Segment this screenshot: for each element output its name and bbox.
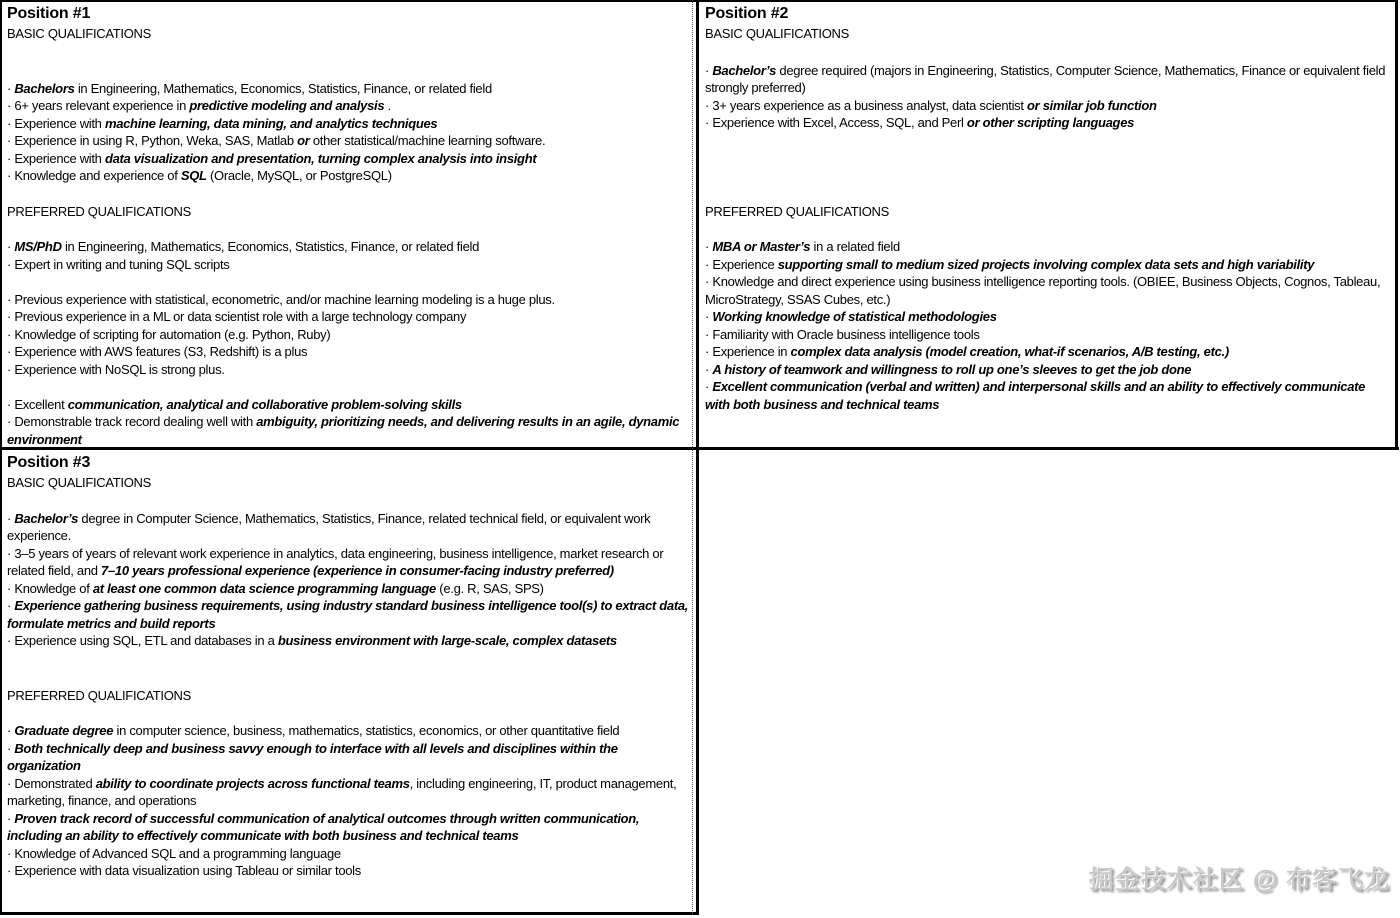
bullet-marker: · bbox=[7, 326, 15, 342]
position-1-basic-label: BASIC QUALIFICATIONS bbox=[7, 26, 152, 41]
bullet-marker: · bbox=[705, 274, 713, 289]
bullet-item bbox=[7, 97, 693, 115]
emphasis-text: business environment with large-scale, complex datasets bbox=[277, 633, 617, 648]
plain-text: Experience with NoSQL is strong plus. bbox=[14, 361, 225, 377]
bullet-marker: · bbox=[7, 723, 15, 738]
bullet-item bbox=[7, 343, 693, 361]
bullet-item bbox=[7, 396, 693, 414]
bullet-item bbox=[705, 256, 1393, 274]
plain-text: in Engineering, Mathematics, Economics, Statistics, Finance, or related field bbox=[61, 239, 480, 254]
spacer bbox=[7, 650, 693, 687]
emphasis-text: or other scripting languages bbox=[966, 115, 1135, 130]
bullet-item bbox=[7, 115, 693, 133]
bullet-marker: · bbox=[7, 98, 15, 113]
bullet-marker: · bbox=[7, 344, 15, 359]
bullet-item bbox=[705, 114, 1393, 132]
position-3-title: Position #3 bbox=[7, 454, 91, 471]
bullet-marker: · bbox=[705, 309, 713, 324]
plain-text: Experience using SQL, ETL and databases in a bbox=[14, 633, 278, 648]
plain-text: Experience with bbox=[14, 150, 105, 166]
plain-text: in Engineering, Mathematics, Economics, Statistics, Finance, or related field bbox=[74, 80, 492, 96]
emphasis-text: Graduate degree bbox=[14, 723, 114, 738]
bullet-item bbox=[7, 845, 693, 863]
spacer bbox=[7, 185, 693, 203]
plain-text: Previous experience in a ML or data scientist role with a large technology company bbox=[14, 309, 467, 324]
plain-text: Knowledge of Advanced SQL and a programming language bbox=[14, 845, 341, 861]
bullet-marker: · bbox=[7, 168, 15, 183]
position-3-basic-list bbox=[7, 510, 693, 650]
plain-text: Experience with bbox=[14, 115, 105, 131]
emphasis-text: MBA or Master’s bbox=[712, 239, 811, 254]
bullet-item bbox=[7, 167, 693, 185]
bullet-item bbox=[7, 238, 693, 256]
position-1-preferred-list bbox=[7, 238, 693, 448]
spacer bbox=[705, 132, 1393, 203]
emphasis-text: complex data analysis (model creation, what-if scenarios, A/B testing, etc.) bbox=[790, 344, 1229, 359]
bullet-marker: · bbox=[705, 379, 713, 394]
plain-text: 3+ years experience as a business analyst, data scientist bbox=[712, 97, 1027, 113]
bullet-item bbox=[7, 80, 693, 98]
bullet-group bbox=[7, 722, 693, 880]
emphasis-text: supporting small to medium sized projects involving complex data sets and high variability bbox=[777, 256, 1315, 272]
plain-text: Experience with AWS features (S3, Redshift) is a plus bbox=[14, 344, 308, 359]
bullet-item bbox=[7, 510, 693, 545]
bullet-marker: · bbox=[7, 239, 15, 254]
position-3-preferred-list bbox=[7, 722, 693, 880]
bullet-marker: · bbox=[7, 863, 15, 878]
emphasis-text: predictive modeling and analysis bbox=[189, 98, 385, 113]
bullet-marker: · bbox=[705, 344, 713, 359]
plain-text: (e.g. R, SAS, SPS) bbox=[435, 580, 544, 596]
bullet-marker: · bbox=[7, 361, 15, 377]
bullet-item bbox=[7, 580, 693, 598]
bullet-item bbox=[705, 273, 1393, 308]
emphasis-text: Bachelor’s bbox=[712, 62, 777, 78]
position-1-title: Position #1 bbox=[7, 5, 91, 22]
bullet-item bbox=[705, 62, 1393, 97]
bullet-item bbox=[7, 150, 693, 168]
table-column-divider bbox=[696, 0, 699, 915]
bullet-group bbox=[705, 238, 1393, 413]
position-1-preferred-label: PREFERRED QUALIFICATIONS bbox=[7, 203, 191, 219]
table-border-right bbox=[1395, 0, 1398, 450]
spacer bbox=[7, 492, 693, 510]
bullet-item bbox=[7, 256, 693, 274]
bullet-marker: · bbox=[7, 115, 15, 131]
plain-text: Familiarity with Oracle business intelligence tools bbox=[712, 326, 980, 342]
bullet-marker: · bbox=[7, 256, 15, 272]
bullet-group bbox=[7, 291, 693, 379]
bullet-marker: · bbox=[7, 845, 15, 861]
bullet-item bbox=[7, 775, 693, 810]
plain-text: in computer science, business, mathematics, statistics, economics, or other quantitative field bbox=[113, 723, 620, 738]
bullet-item bbox=[7, 740, 693, 775]
bullet-marker: · bbox=[705, 326, 713, 342]
emphasis-text: ability to coordinate projects across functional teams bbox=[95, 775, 410, 791]
bullet-marker: · bbox=[7, 396, 15, 412]
bullet-marker: · bbox=[7, 810, 15, 826]
spacer bbox=[705, 43, 1393, 62]
plain-text: degree required (majors in Engineering, Statistics, Computer Science, Mathematics, Finance or equivalent field strongly preferred) bbox=[705, 62, 1386, 95]
emphasis-text: at least one common data science programming language bbox=[92, 580, 436, 596]
plain-text: Knowledge of scripting for automation (e.g. Python, Ruby) bbox=[14, 326, 331, 342]
emphasis-text: communication, analytical and collaborative problem-solving skills bbox=[67, 396, 462, 412]
plain-text: Knowledge and direct experience using business intelligence reporting tools. (OBIEE, Business Objects, Cognos, Tableau, MicroStrategy, SSAS Cubes, etc.) bbox=[705, 274, 1381, 307]
bullet-marker: · bbox=[7, 291, 15, 307]
bullet-marker: · bbox=[7, 414, 15, 429]
table-border-bottom bbox=[0, 912, 699, 915]
plain-text: degree in Computer Science, Mathematics, Statistics, Finance, related technical field, or equivalent work experience. bbox=[7, 510, 651, 543]
bullet-item bbox=[7, 308, 693, 326]
plain-text: Demonstrable track record dealing well with bbox=[14, 414, 257, 429]
bullet-item bbox=[705, 97, 1393, 115]
plain-text: Experience bbox=[712, 256, 778, 272]
position-1-cell bbox=[7, 3, 693, 448]
bullet-item bbox=[705, 343, 1393, 361]
emphasis-text: Proven track record of successful communication of analytical outcomes through written communication, including an ability to effectively communicate with both business and technical teams bbox=[7, 810, 640, 843]
bullet-marker: · bbox=[7, 150, 15, 166]
bullet-group bbox=[7, 396, 693, 449]
bullet-marker: · bbox=[705, 97, 713, 113]
bullet-item bbox=[7, 862, 693, 880]
emphasis-text: A history of teamwork and willingness to roll up one’s sleeves to get the job done bbox=[712, 361, 1192, 377]
bullet-item bbox=[705, 238, 1393, 256]
plain-text: Knowledge and experience of bbox=[14, 168, 181, 183]
plain-text: Knowledge of bbox=[14, 580, 93, 596]
bullet-marker: · bbox=[705, 115, 713, 130]
table-border-top bbox=[0, 0, 1398, 2]
plain-text: Previous experience with statistical, econometric, and/or machine learning modeling is a huge plus. bbox=[14, 291, 555, 307]
table-border-left bbox=[0, 0, 2, 915]
position-2-cell bbox=[705, 3, 1393, 413]
emphasis-text: or bbox=[297, 133, 310, 148]
plain-text: Experience in using R, Python, Weka, SAS, Matlab bbox=[14, 133, 298, 148]
bullet-group bbox=[7, 238, 693, 273]
plain-text: Experience in bbox=[712, 344, 791, 359]
emphasis-text: Excellent communication (verbal and written) and interpersonal skills and an ability to effectively communicate with both business and technical teams bbox=[705, 379, 1366, 412]
bullet-item bbox=[705, 378, 1393, 413]
plain-text: . bbox=[384, 98, 391, 113]
position-3-cell bbox=[7, 452, 693, 880]
emphasis-text: data visualization and presentation, turning complex analysis into insight bbox=[104, 150, 537, 166]
bullet-marker: · bbox=[7, 545, 15, 561]
bullet-marker: · bbox=[7, 740, 15, 756]
position-3-basic-label: BASIC QUALIFICATIONS bbox=[7, 475, 152, 490]
bullet-item bbox=[7, 413, 693, 448]
bullet-item bbox=[705, 308, 1393, 326]
bullet-item bbox=[7, 545, 693, 580]
bullet-marker: · bbox=[7, 309, 15, 324]
bullet-item bbox=[7, 361, 693, 379]
bullet-marker: · bbox=[7, 775, 15, 791]
bullet-marker: · bbox=[7, 633, 15, 648]
plain-text: (Oracle, MySQL, or PostgreSQL) bbox=[206, 168, 392, 183]
emphasis-text: SQL bbox=[180, 168, 207, 183]
bullet-marker: · bbox=[705, 239, 713, 254]
emphasis-text: Experience gathering business requirements, using industry standard business intelligence tool(s) to extract data, formulate metrics and build reports bbox=[7, 598, 689, 631]
position-2-preferred-label: PREFERRED QUALIFICATIONS bbox=[705, 203, 889, 219]
bullet-marker: · bbox=[7, 580, 15, 596]
bullet-item bbox=[7, 326, 693, 344]
bullet-marker: · bbox=[7, 80, 15, 96]
emphasis-text: Bachelor’s bbox=[14, 510, 79, 526]
position-2-basic-list bbox=[705, 62, 1393, 132]
position-2-preferred-list bbox=[705, 238, 1393, 413]
position-3-preferred-label: PREFERRED QUALIFICATIONS bbox=[7, 687, 191, 703]
bullet-item bbox=[7, 722, 693, 740]
plain-text: , including engineering, IT, product management, marketing, finance, and operations bbox=[7, 775, 677, 808]
bullet-item bbox=[705, 326, 1393, 344]
bullet-marker: · bbox=[7, 598, 15, 613]
spacer bbox=[7, 704, 693, 722]
emphasis-text: Both technically deep and business savvy enough to interface with all levels and disciplines within the organization bbox=[7, 740, 618, 773]
emphasis-text: Bachelors bbox=[14, 80, 75, 96]
position-2-title: Position #2 bbox=[705, 5, 789, 22]
bullet-marker: · bbox=[705, 361, 713, 377]
position-2-basic-label: BASIC QUALIFICATIONS bbox=[705, 26, 850, 41]
emphasis-text: MS/PhD bbox=[14, 239, 62, 254]
plain-text: 6+ years relevant experience in bbox=[14, 98, 190, 113]
bullet-item bbox=[7, 291, 693, 309]
spacer bbox=[7, 43, 693, 80]
plain-text: in a related field bbox=[810, 239, 900, 254]
emphasis-text: machine learning, data mining, and analytics techniques bbox=[104, 115, 438, 131]
spacer bbox=[705, 220, 1393, 238]
plain-text: Expert in writing and tuning SQL scripts bbox=[14, 256, 230, 272]
bullet-marker: · bbox=[7, 133, 15, 148]
bullet-item bbox=[705, 361, 1393, 379]
bullet-item bbox=[7, 632, 693, 650]
plain-text: Demonstrated bbox=[14, 775, 96, 791]
emphasis-text: Working knowledge of statistical methodologies bbox=[712, 309, 997, 324]
plain-text: Experience with data visualization using Tableau or similar tools bbox=[14, 863, 361, 878]
bullet-marker: · bbox=[7, 510, 15, 526]
bullet-item bbox=[7, 810, 693, 845]
plain-text: other statistical/machine learning software. bbox=[309, 133, 546, 148]
bullet-item bbox=[7, 597, 693, 632]
bullet-marker: · bbox=[705, 256, 713, 272]
plain-text: 3–5 years of years of relevant work experience in analytics, data engineering, business intelligence, market research or related field, and bbox=[7, 545, 664, 578]
bullet-marker: · bbox=[705, 62, 713, 78]
emphasis-text: ambiguity, prioritizing needs, and delivering results in an agile, dynamic environment bbox=[7, 414, 680, 447]
watermark: 掘金技术社区 @ 布客飞龙 bbox=[1088, 866, 1390, 894]
emphasis-text: 7–10 years professional experience (experience in consumer-facing industry preferred) bbox=[101, 563, 614, 578]
spacer bbox=[7, 220, 693, 238]
plain-text: Experience with Excel, Access, SQL, and Perl bbox=[712, 115, 967, 130]
plain-text: Excellent bbox=[14, 396, 68, 412]
emphasis-text: or similar job function bbox=[1027, 97, 1157, 113]
bullet-item bbox=[7, 132, 693, 150]
position-1-basic-list bbox=[7, 80, 693, 185]
